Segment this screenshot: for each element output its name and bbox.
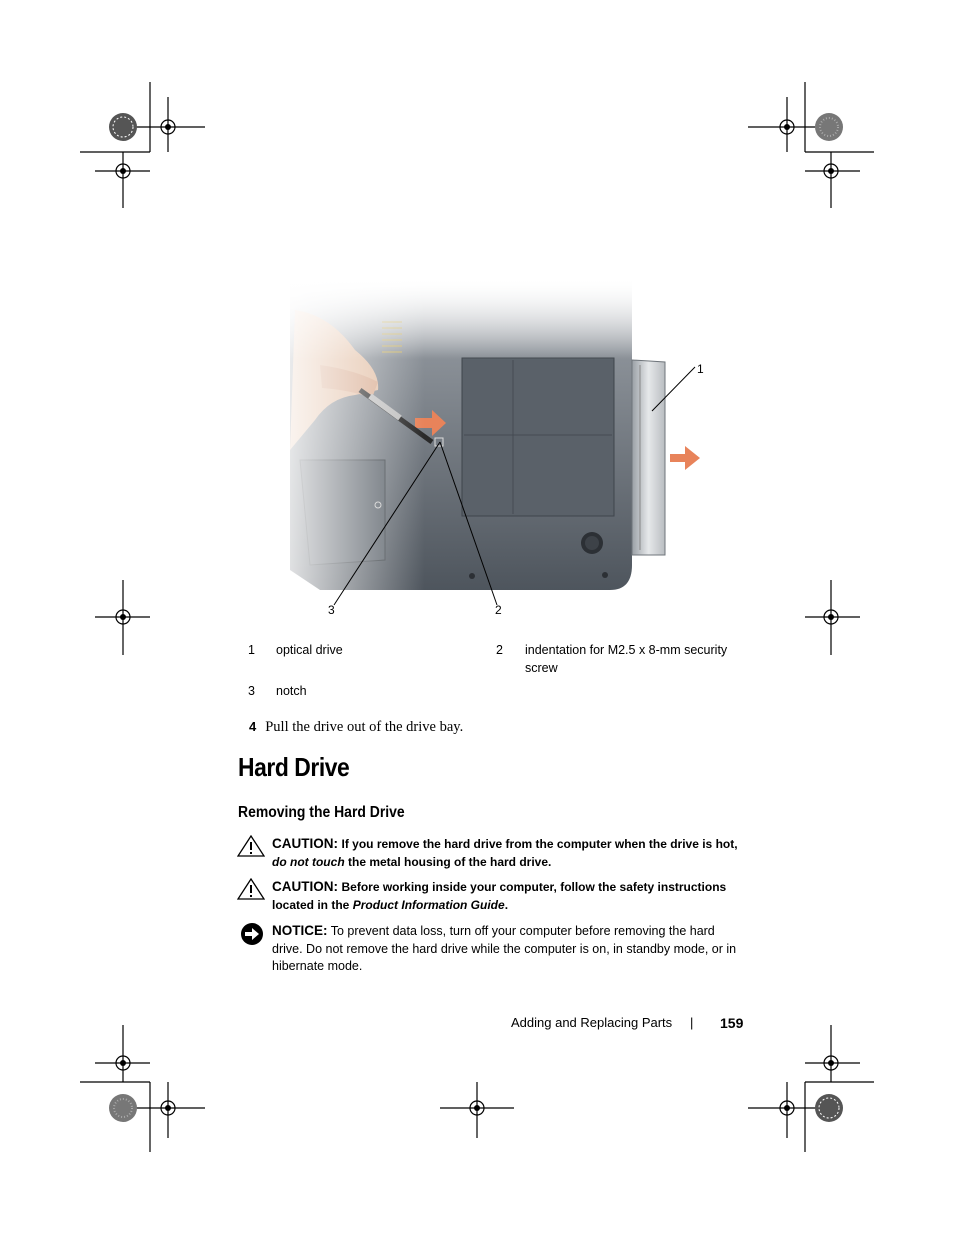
footer-section-title: Adding and Replacing Parts — [511, 1015, 673, 1030]
legend-number: 2 — [496, 643, 503, 657]
subsection-heading: Removing the Hard Drive — [238, 804, 405, 821]
caution-box — [237, 835, 747, 871]
callout-3: 3 — [328, 603, 335, 617]
caution-label: CAUTION: — [272, 836, 338, 851]
notice-icon — [240, 922, 264, 946]
caution-text: located in the — [272, 897, 353, 912]
step-text: Pull the drive out of the drive bay. — [265, 719, 464, 735]
legend-number: 1 — [248, 643, 255, 657]
caution-box — [237, 878, 747, 914]
footer-separator: | — [690, 1015, 694, 1030]
callout-1: 1 — [697, 362, 704, 376]
caution-icon — [237, 835, 265, 857]
caution-text: Before working inside your computer, follow the safety instructions — [341, 880, 727, 894]
caution-label: CAUTION: — [272, 879, 338, 894]
legend-text: indentation for M2.5 x 8-mm security — [525, 643, 728, 657]
caution-emphasis: Product Information Guide — [352, 897, 505, 912]
caution-text: If you remove the hard drive from the computer when the drive is hot, — [341, 837, 738, 851]
legend-text: notch — [276, 684, 307, 698]
step-number: 4 — [249, 719, 257, 734]
section-heading: Hard Drive — [238, 752, 350, 782]
caution-text: the metal housing of the hard drive. — [344, 854, 552, 869]
legend-text: screw — [525, 661, 558, 675]
notice-label: NOTICE: — [272, 923, 328, 938]
legend-text: optical drive — [276, 643, 343, 657]
page-number: 159 — [720, 1015, 744, 1031]
step-item — [249, 719, 463, 736]
caution-emphasis: do not touch — [272, 854, 345, 869]
notice-text: hibernate mode. — [272, 959, 363, 973]
callout-legend — [248, 643, 748, 703]
callout-2: 2 — [495, 603, 502, 617]
notice-text: drive. Do not remove the hard drive while the computer is on, in standby mode, or in — [272, 941, 737, 956]
optical-drive-removal-illustration — [260, 270, 730, 630]
notice-text: To prevent data loss, turn off your computer before removing the hard — [330, 924, 715, 938]
legend-number: 3 — [248, 684, 255, 698]
caution-icon — [237, 878, 265, 900]
caution-text: . — [504, 897, 509, 912]
notice-box — [237, 922, 747, 976]
